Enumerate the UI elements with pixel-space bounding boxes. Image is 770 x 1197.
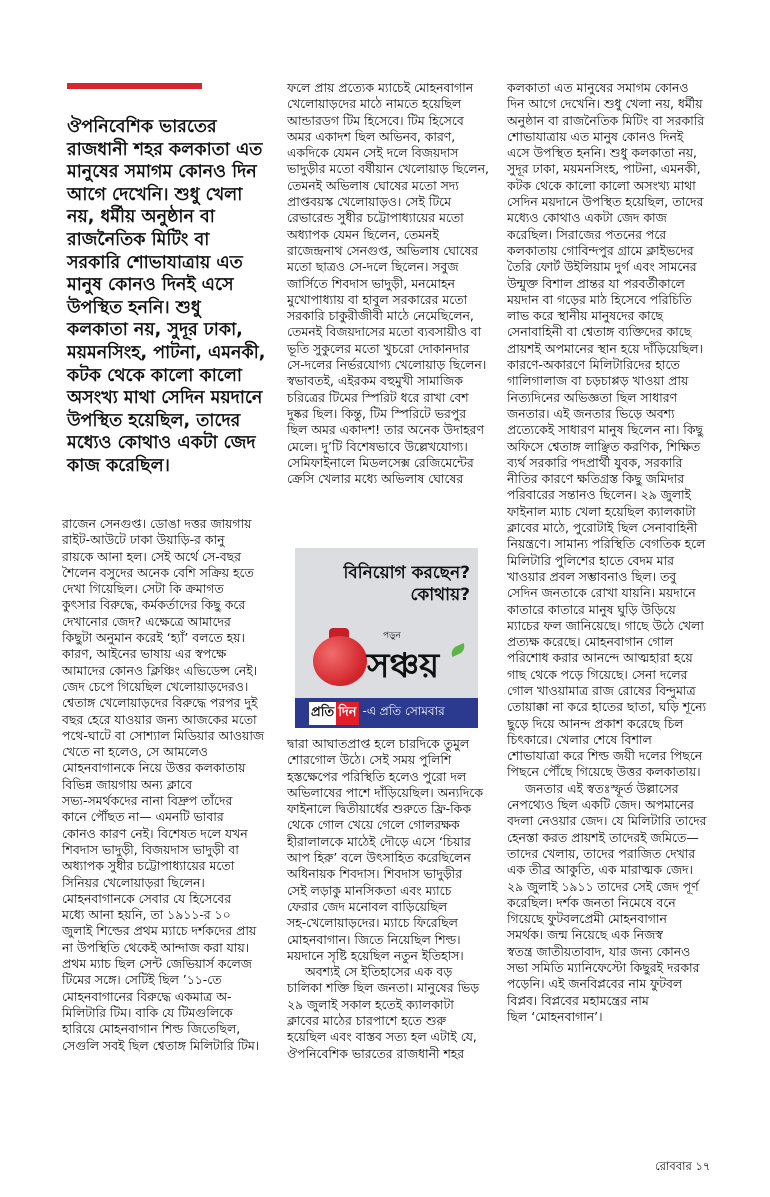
pull-quote-line: কাজ করেছিল। [67, 455, 170, 476]
text-line: খেতে না হলেও, সে আমলেও [62, 744, 208, 760]
text-line: প্রাপ্তবয়স্ক খেলোয়াড়ও। সেই টিমে [287, 194, 452, 210]
text-line: পরিশোধ করার আনন্দে আত্মহারা হয়ে [507, 650, 693, 666]
text-line: ম্যাচের ফল জানিয়েছে। গাছে উঠে খেলা [507, 617, 704, 633]
text-line: মোহনবাগানের বিরুদ্ধে একমাত্র অ- [62, 988, 232, 1004]
pull-quote-line: মানুষের সমাগম কোনও দিন [67, 162, 257, 183]
text-line: নেপথ্যেও ছিল একটি জেদ। অপমানের [507, 797, 694, 813]
text-line: ফাইনাল ম্যাচ খেলা হয়েছিল ক্যালকাটা [507, 503, 696, 519]
pull-quote-line: ময়মনসিংহ, পাটনা, এমনকী, [67, 342, 266, 363]
pull-quote-line: রাজনৈতিক মিটিং বা [67, 229, 210, 250]
text-line: সরকারি চাকুরীজীবী মাঠে নেমেছিলেন, [287, 308, 474, 324]
pull-quote-line: কটক থেকে কালো কালো [67, 365, 242, 386]
text-line: শিবদাস ভাদুড়ী, বিজয়দাস ভাদুড়ী বা [62, 841, 239, 857]
text-line: দ্বারা আঘাতপ্রাপ্ত হলে চারদিকে তুমুল [287, 736, 470, 751]
text-line: বিপ্লব। বিপ্লবের মহামন্ত্রের নাম [507, 992, 649, 1008]
text-line: অবশ্যই সে ইতিহাসের এক বড় [305, 964, 453, 980]
text-line: সমর্থক। জন্ম নিয়েছে এক নিজস্ব [507, 927, 663, 943]
text-line: হস্তক্ষেপের পরিস্থিতি হলেও পুরো দল [287, 768, 467, 784]
ad-band-text: -এ প্রতি সোমবার [362, 704, 445, 718]
text-line: ব্যর্থ সরকারি পদপ্রার্থী যুবক, সরকারি [507, 454, 683, 470]
text-line: কারণে-অকারণে মিলিটারিদের হাতে [507, 357, 680, 373]
ad-headline-line: বিনিয়োগ করছেন? [343, 563, 470, 583]
text-line: মিলিটারি পুলিশের হাতে বেদম মার [507, 552, 674, 568]
text-line: কলকাতায় গোবিন্দপুর গ্রামে ক্লাইভদের [507, 242, 694, 258]
text-line: এক তীব্র আকুতি, এক মারাত্মক জেদ। [507, 862, 693, 878]
text-line: পরিবারের সন্তানও ছিলেন। ২৯ জুলাই [507, 487, 692, 503]
text-line: না উপস্থিতি থেকেই আন্দাজ করা যায়। [62, 939, 250, 955]
text-line: কাতারে কাতারে মানুষ ঘুড়ি উড়িয়ে [507, 601, 676, 617]
text-line: গালিগালাজ বা চড়চাপ্পড় খাওয়া প্রায় [507, 373, 689, 389]
text-line: ২৯ জুলাই ১৯১১ তাদের সেই জেদ পূর্ণ [507, 878, 699, 894]
text-line: ছিল অমর একাদশ! তার অনেক উদাহরণ [287, 422, 484, 438]
text-line: একদিকে যেমন সেই দলে বিজয়দাস [287, 145, 459, 161]
text-line: আপ হিরু’ বলে উৎসাহিত করেছিলেন [287, 850, 471, 866]
text-line: প্রথম ম্যাচ ছিল সেন্ট জেভিয়ার্স কলেজ [62, 956, 252, 972]
text-line: তেমনই অভিলাষ ঘোষের মতো সদ্য [287, 177, 459, 193]
ad-brand-name: সঞ্চয় [367, 646, 440, 686]
text-line: সভা সমিতি ম্যানিফেস্টো কিছুরই দরকার [507, 960, 700, 976]
text-line: সহ-খেলোয়াড়দের। ম্যাচে ফিরেছিল [287, 915, 458, 931]
text-line: এসে উপস্থিত হননি। শুধু কলকাতা নয়, [507, 145, 697, 161]
text-line: অধ্যাপক যেমন ছিলেন, তেমনই [287, 226, 439, 242]
text-line: কানে পৌঁছত না— এমনটি ভাবার [62, 809, 224, 825]
text-line: সেদিন জনতাকে রোখা যায়নি। ময়দানে [507, 585, 696, 601]
ad-band [295, 698, 478, 728]
text-line: হারিয়ে মোহনবাগান শিল্ড জিতেছিল, [62, 1021, 241, 1037]
text-line: তেমনই বিজয়দাসের মতো ব্যবসায়ীও বা [287, 324, 482, 340]
text-line: চিৎকারে। খেলার শেষে বিশাল [507, 731, 652, 747]
text-line: কুৎসার বিরুদ্ধে, কর্মকর্তাদের কিছু করে [62, 597, 246, 613]
pull-quote-line: আগে দেখেনি। শুধু খেলা [67, 184, 243, 205]
text-line: তৈরি ফোর্ট উইলিয়াম দুর্গ এবং সামনের [507, 259, 697, 275]
pull-quote-line: সরকারি শোভাযাত্রায় এত [67, 252, 243, 273]
pull-quote-line: ঔপনিবেশিক ভারতের [67, 117, 217, 137]
text-line: গাছ থেকে পড়ে গিয়েছে। সেনা দলের [507, 666, 688, 682]
pull-quote-line: অসংখ্য মাথা সেদিন ময়দানে [67, 388, 263, 409]
text-line: অমর একাদশ ছিল অভিনব, কারণ, [287, 128, 456, 144]
text-line: জনতার এই স্বতঃস্ফূর্ত উল্লাসের [525, 780, 679, 796]
text-line: দুষ্কর ছিল। কিন্তু, টিম স্পিরিটে ভরপুর [287, 405, 467, 421]
text-line: শোভাযাত্রা করে শিল্ড জয়ী দলের পিছনে [507, 748, 703, 764]
text-line: আমাদের কোনও ক্লিঞ্চিং এভিডেন্স নেই। [62, 662, 258, 678]
text-line: নীতির কারণে ক্ষতিগ্রস্ত কিছু জমিদার [507, 471, 685, 487]
text-line: সেগুলি সবই ছিল শ্বেতাঙ্গ মিলিটারি টিম। [62, 1037, 260, 1053]
text-line: কোনও কারণ নেই। বিশেষত দলে যখন [62, 825, 248, 841]
text-line: ক্রেসি খেলার মধ্যে অভিলাষ ঘোষের [287, 471, 464, 487]
text-line: দিন আগে দেখেনি। শুধু খেলা নয়, ধর্মীয় [507, 96, 703, 112]
pull-quote-line: নয়, ধর্মীয় অনুষ্ঠান বা [67, 207, 215, 228]
article-column-left [62, 516, 277, 1054]
text-line: রেভারেন্ড সুধীর চট্টোপাধ্যায়ের মতো [287, 210, 464, 226]
text-line: পড়েনি। এই জনবিপ্লবের নাম ফুটবল [507, 976, 683, 992]
pull-quote-line: রাজধানী শহর কলকাতা এত [67, 139, 263, 160]
text-line: ঔপনিবেশিক ভারতের রাজধানী শহর [287, 1045, 465, 1061]
text-line: ২৯ জুলাই সকাল হতেই ক্যালকাটা [287, 996, 454, 1012]
text-line: চালিকা শক্তি ছিল জনতা। মানুষের ভিড় [287, 980, 480, 996]
text-line: অভিলাষের পাশে দাঁড়িয়েছিল। অন্যদিকে [287, 784, 483, 800]
text-line: ফাইনালে দ্বিতীয়ার্ধের শুরুতে ফ্রি-কিক [287, 801, 472, 817]
text-line: মোহনবাগানকে নিয়ে উত্তর কলকাতায় [62, 760, 246, 776]
text-line: মতো ছাত্রও সে-দলে ছিলেন। সবুজ [287, 259, 459, 275]
text-line: ছুড়ে দিয়ে আনন্দ প্রকাশ করেছে চিল [507, 715, 684, 731]
text-line: নিয়ন্ত্রণে। সামান্য পরিস্থিতি বেগতিক হলে [507, 536, 706, 552]
text-line: সেনাবাহিনী বা শ্বেতাঙ্গ ব্যক্তিদের কাছে [507, 324, 692, 340]
text-line: টিমের সঙ্গে। সেটিই ছিল ’১১-তে [62, 972, 222, 988]
text-line: খেলোয়াড়দের মাঠে নামতে হয়েছিল [287, 96, 462, 112]
text-line: রাজেন সেনগুপ্ত। ডোঙা দত্তর জায়গায় [62, 516, 252, 531]
text-line: সুদূর ঢাকা, ময়মনসিংহ, পাটনা, এমনকী, [507, 161, 701, 177]
text-line: মেলে। দু’টি বিশেষভাবে উল্লেখযোগ্য। [287, 438, 468, 454]
text-line: মোহনবাগান। জিতে নিয়েছিল শিল্ড। [287, 931, 461, 947]
text-line: জার্সিতে শিবদাস ভাদুড়ী, মনমোহন [287, 275, 455, 291]
text-line: হেনস্তা করত প্রায়শই তাদেরই জমিতে— [507, 829, 699, 845]
pull-quote-line: উপস্থিত হননি। শুধু [67, 297, 201, 318]
text-line: অনুষ্ঠান বা রাজনৈতিক মিটিং বা সরকারি [507, 112, 705, 128]
text-line: সভ্য-সমর্থকদের নানা বিদ্রুপ তাঁদের [62, 793, 233, 809]
text-line: জেদ চেপে গিয়েছিল খেলোয়াড়দেরও। [62, 678, 249, 694]
text-line: শোরগোল উঠে। সেই সময় পুলিশি [287, 752, 452, 768]
text-line: ফেরার জেদ মনোবল বাড়িয়েছিল [287, 898, 448, 914]
text-line: চরিত্রের টিমের স্পিরিট ধরে রাখা বেশ [287, 389, 469, 405]
text-line: স্বতন্ত্র জাতীয়তাবাদ, যার জন্য কোনও [507, 943, 691, 959]
text-line: গিয়েছে ফুটবলপ্রেমী মোহনবাগান [507, 911, 667, 927]
text-line: জনতার। এই জনতার ভিড়ে অবশ্য [507, 405, 675, 421]
text-line: রায়কে আনা হল। সেই অর্থে সে-বছর [62, 548, 241, 564]
text-line: পথে-ঘাটে বা সোশ্যাল মিডিয়ার আওয়াজ [62, 727, 265, 743]
text-line: বছর হেরে যাওয়ার জন্য আজকের মতো [62, 711, 257, 727]
text-line: উন্মুক্ত বিশাল প্রান্তর যা পরবর্তীকালে [507, 275, 685, 291]
text-line: কারণ, আইনের ভাষায় এর স্বপক্ষে [62, 646, 227, 662]
article-column-right [507, 80, 717, 1025]
text-line: ছিল ‘মোহনবাগান’। [507, 1008, 603, 1024]
text-line: করেছিল। দর্শক জনতা নিমেষে বনে [507, 894, 676, 910]
pratidin-logo-part2: দিন [336, 702, 358, 725]
text-line: নিত্যদিনের অভিজ্ঞতা ছিল সাধারণ [507, 389, 678, 405]
text-line: দেখানোর জেদ? এক্ষেত্রে আমাদের [62, 613, 231, 629]
text-line: কলকাতা এত মানুষের সমাগম কোনও [507, 80, 689, 95]
pomegranate-icon [313, 636, 367, 686]
text-line: সে-দলের নির্ভরযোগ্য খেলোয়াড় ছিলেন। [287, 357, 487, 373]
pull-quote [67, 116, 282, 478]
pull-quote-line: মধ্যেও কোথাও একটা জেদ [67, 433, 256, 454]
ad-read-label: পড়ুন [383, 631, 401, 641]
text-line: শৈলেন বসুদের অনেক বেশি সক্রিয় হতে [62, 564, 254, 580]
text-line: মধ্যেও কোথাও একটা জেদ কাজ [507, 210, 667, 226]
text-line: প্রায়শই অপমানের স্থান হয়ে দাঁড়িয়েছিল। [507, 340, 703, 356]
text-line: সেই লড়াকু মানসিকতা এবং ম্যাচে [287, 882, 452, 898]
text-line: রাজেন্দ্রনাথ সেনগুপ্ত, অভিলাষ ঘোষের [287, 242, 479, 258]
text-line: সেমিফাইনালে মিডলসেক্স রেজিমেন্টের [287, 454, 474, 470]
text-line: ভাদুড়ীর মতো বর্ষীয়ান খেলোয়াড় ছিলেন, [287, 161, 489, 177]
text-line: প্রত্যেকেই সাধারণ মানুষ ছিলেন না। কিছু [507, 422, 704, 438]
text-line: কিছুটা অনুমান করেই ‘হ্যাঁ’ বলতে হয়। [62, 630, 245, 646]
text-line: হয়েছিল এবং বাস্তব সত্য হল এটাই যে, [287, 1029, 477, 1045]
text-line: ভূতি সুকুলের মতো খুচরো দোকানদার [287, 340, 470, 356]
text-line: মধ্যে আনা হয়নি, তা ১৯১১-র ১০ [62, 907, 231, 923]
advertisement-sanchay[interactable] [295, 548, 478, 728]
text-line: সিনিয়র খেলোয়াড়রা ছিলেন। [62, 874, 205, 890]
text-line: অফিসে শ্বেতাঙ্গ লাঞ্ছিত করণিক, শিক্ষিত [507, 438, 701, 454]
text-line: ক্লাবের মাঠে, পুরোটাই ছিল সেনাবাহিনী [507, 520, 698, 536]
text-line: শ্বেতাঙ্গ খেলোয়াড়দের বিরুদ্ধে পরপর দুই [62, 695, 258, 711]
text-line: বিভিন্ন জায়গায় অন্য ক্লাবে [62, 776, 192, 792]
text-line: হীরালালকে মাঠেই দৌড়ে এসে ‘চিয়ার [287, 833, 471, 849]
text-line: শোভাযাত্রায় এত মানুষ কোনও দিনই [507, 128, 684, 144]
text-line: পিছনে পৌঁছে গিয়েছে উত্তর কলকাতায়। [507, 764, 701, 780]
text-line: মিলিটারি টিম। বাকি যে টিমগুলিকে [62, 1004, 233, 1020]
leaf-icon [449, 643, 467, 657]
text-line: অধ্যাপক সুধীর চট্টোপাধ্যায়ের মতো [62, 858, 235, 874]
pull-quote-line: উপস্থিত হয়েছিল, তাদের [67, 410, 241, 431]
article-column-middle-top [287, 80, 492, 487]
text-line: বদলা নেওয়ার জেদ। যে মিলিটারি তাদের [507, 813, 707, 829]
text-line: ময়দান বা গড়ের মাঠ হিসেবে পরিচিতি [507, 291, 692, 307]
text-line: ফলে প্রায় প্রত্যেক ম্যাচেই মোহনবাগান [287, 80, 474, 95]
pratidin-logo-part1: প্রতি [309, 702, 336, 725]
ad-headline-line: কোথায়? [410, 585, 470, 605]
text-line: দেখা গিয়েছিল। সেটা কি ক্রমাগত [62, 581, 224, 597]
text-line: মুখোপাধ্যায় বা হাবুল সরকারের মতো [287, 291, 468, 307]
text-line: লাভ করে স্থানীয় মানুষদের কাছে [507, 308, 664, 324]
text-line: কটক থেকে কালো কালো অসংখ্য মাথা [507, 177, 696, 193]
text-line: ময়দানে সৃষ্টি হয়েছিল নতুন ইতিহাস। [287, 947, 464, 963]
pull-quote-line: মানুষ কোনও দিনই এসে [67, 275, 234, 296]
text-line: থেকে গোল খেয়ে গেলে গোলরক্ষক [287, 817, 460, 833]
text-line: স্বভাবতই, এইরকম বহুমুখী সামাজিক [287, 373, 463, 389]
text-line: তোয়াক্কা না করে হাতের ছাতা, ঘড়ি শূন্যে [507, 699, 707, 715]
text-line: করেছিল। সিরাজের পতনের পরে [507, 226, 667, 242]
text-line: ক্লাবের মাঠের চারপাশে হতে শুরু [287, 1013, 446, 1029]
text-line: সেদিন ময়দানে উপস্থিত হয়েছিল, তাদের [507, 194, 704, 210]
ad-headline [343, 562, 470, 606]
text-line: প্রত্যক্ষ করেছে। মোহনবাগান গোল [507, 634, 674, 650]
text-line: রাইট-আউটে ঢাকা উয়াড়ি-র কানু [62, 532, 225, 548]
text-line: আন্ডারডগ টিম হিসেবে। টিম হিসেবে [287, 112, 464, 128]
text-line: তাদের খেলায়, তাদের পরাজিত দেখার [507, 845, 696, 861]
page-footer: রোববার ১৭ [655, 1159, 711, 1173]
text-line: গোল খাওয়ামাত্র রাজ রোষের বিন্দুমাত্র [507, 682, 696, 698]
article-column-middle-bottom [287, 736, 492, 1062]
accent-bar [67, 83, 202, 89]
text-line: অধিনায়ক শিবদাস। শিবদাস ভাদুড়ীর [287, 866, 463, 882]
pull-quote-line: কলকাতা নয়, সুদূর ঢাকা, [67, 320, 243, 341]
text-line: জুলাই শিল্ডের প্রথম ম্যাচে দর্শকদের প্রায় [62, 923, 257, 939]
text-line: খাওয়ার প্রবল সম্ভাবনাও ছিল। তবু [507, 568, 677, 584]
text-line: মোহনবাগানকে সেবার যে হিসেবের [62, 890, 232, 906]
